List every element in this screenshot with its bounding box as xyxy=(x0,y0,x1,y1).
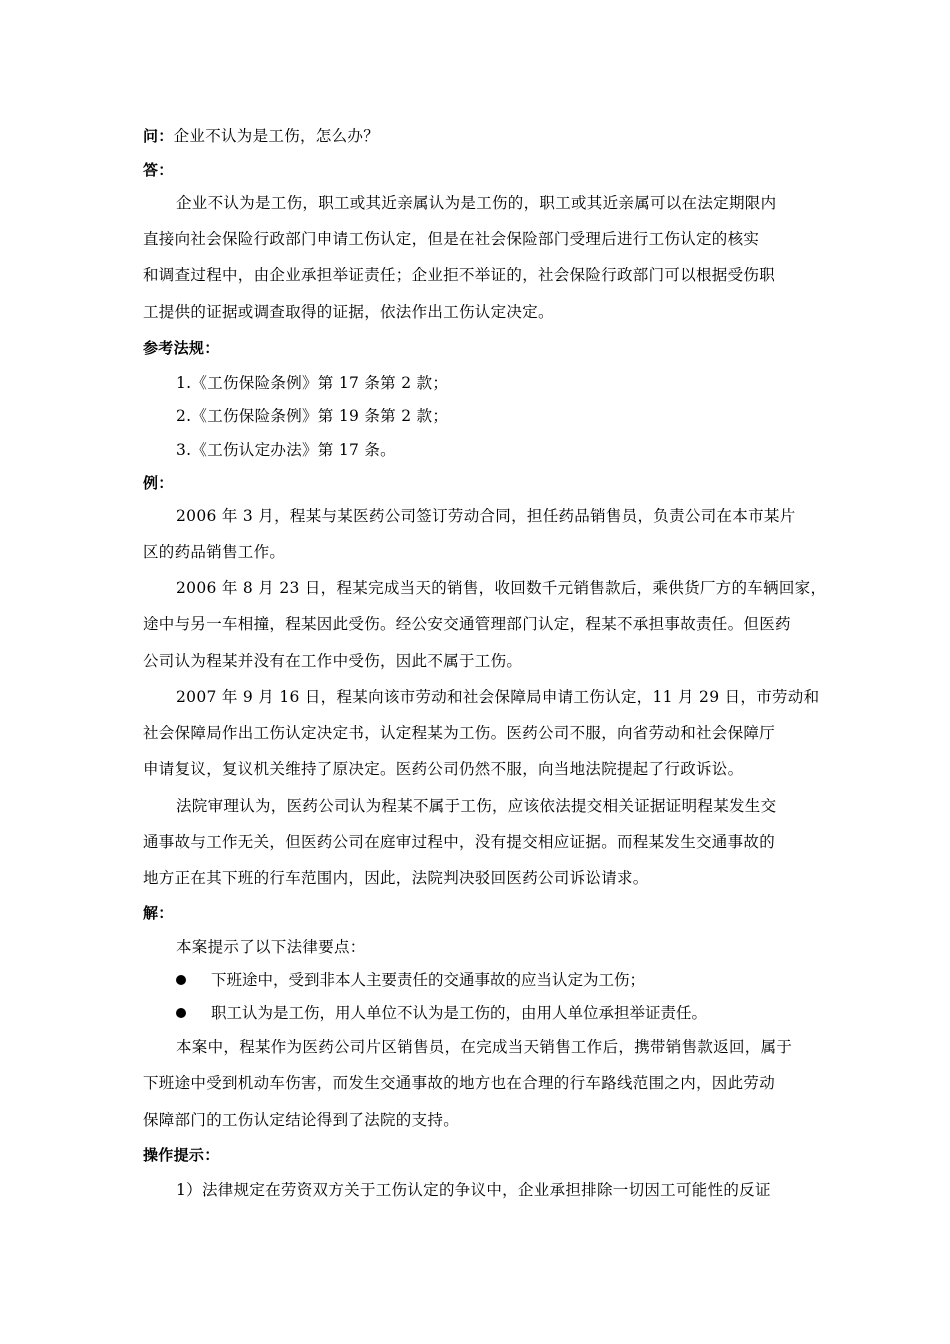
ref-item: 3.《工伤认定办法》第 17 条。 xyxy=(176,441,396,459)
list-item-text: 职工认为是工伤，用人单位不认为是工伤的，由用人单位承担举证责任。 xyxy=(211,1004,708,1022)
tips-heading: 操作提示： xyxy=(143,1146,220,1164)
answer-label: 答： xyxy=(143,161,174,179)
list-item-text: 下班途中，受到非本人主要责任的交通事故的应当认定为工伤； xyxy=(211,971,646,989)
example-line: 区的药品销售工作。 xyxy=(143,543,286,561)
example-line: 途中与另一车相撞，程某因此受伤。经公安交通管理部门认定，程某不承担事故责任。但医药 xyxy=(143,615,791,633)
question-label: 问： xyxy=(143,127,174,145)
example-line: 2006 年 3 月，程某与某医药公司签订劳动合同，担任药品销售员，负责公司在本市某片 xyxy=(176,507,796,525)
example-line: 2007 年 9 月 16 日，程某向该市劳动和社会保障局申请工伤认定，11 月 29 日，市劳动和 xyxy=(176,688,820,706)
answer-line: 直接向社会保险行政部门申请工伤认定，但是在社会保险部门受理后进行工伤认定的核实 xyxy=(143,230,760,248)
analysis-line: 下班途中受到机动车伤害，而发生交通事故的地方也在合理的行车路线范围之内，因此劳动 xyxy=(143,1074,776,1092)
refs-heading: 参考法规： xyxy=(143,339,220,357)
example-line: 通事故与工作无关，但医药公司在庭审过程中，没有提交相应证据。而程某发生交通事故的 xyxy=(143,833,776,851)
analysis-intro: 本案提示了以下法律要点： xyxy=(176,938,366,956)
analysis-heading: 解： xyxy=(143,904,174,922)
example-line: 社会保障局作出工伤认定决定书，认定程某为工伤。医药公司不服，向省劳动和社会保障厅 xyxy=(143,724,776,742)
bullet-icon xyxy=(176,975,186,985)
answer-line: 企业不认为是工伤，职工或其近亲属认为是工伤的，职工或其近亲属可以在法定期限内 xyxy=(176,194,777,212)
answer-line: 工提供的证据或调查取得的证据，依法作出工伤认定决定。 xyxy=(143,303,554,321)
answer-line: 和调查过程中，由企业承担举证责任；企业拒不举证的，社会保险行政部门可以根据受伤职 xyxy=(143,266,776,284)
example-line: 2006 年 8 月 23 日，程某完成当天的销售，收回数千元销售款后，乘供货厂方的车辆回家， xyxy=(176,579,827,597)
tips-line: 1）法律规定在劳资双方关于工伤认定的争议中，企业承担排除一切因工可能性的反证 xyxy=(176,1181,771,1199)
question-line xyxy=(143,126,823,146)
analysis-line: 保障部门的工伤认定结论得到了法院的支持。 xyxy=(143,1111,460,1129)
ref-item: 2.《工伤保险条例》第 19 条第 2 款； xyxy=(176,407,449,425)
bullet-icon xyxy=(176,1008,186,1018)
example-line: 地方正在其下班的行车范围内，因此，法院判决驳回医药公司诉讼请求。 xyxy=(143,869,649,887)
ref-item: 1.《工伤保险条例》第 17 条第 2 款； xyxy=(176,374,449,392)
example-line: 公司认为程某并没有在工作中受伤，因此不属于工伤。 xyxy=(143,652,523,670)
example-line: 申请复议，复议机关维持了原决定。医药公司仍然不服，向当地法院提起了行政诉讼。 xyxy=(143,760,744,778)
analysis-line: 本案中，程某作为医药公司片区销售员，在完成当天销售工作后，携带销售款返回，属于 xyxy=(176,1038,793,1056)
question-text: 企业不认为是工伤，怎么办？ xyxy=(173,127,380,145)
example-line: 法院审理认为，医药公司认为程某不属于工伤，应该依法提交相关证据证明程某发生交 xyxy=(176,797,777,815)
example-heading: 例： xyxy=(143,474,174,492)
